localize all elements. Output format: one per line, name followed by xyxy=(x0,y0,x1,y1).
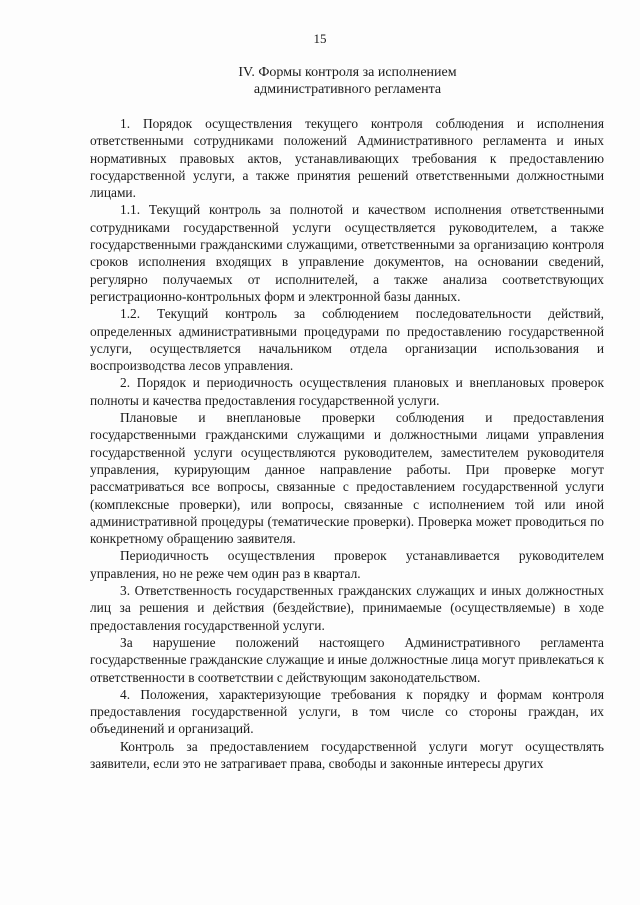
section-heading-line-2: административного регламента xyxy=(253,82,442,97)
page-number: 15 xyxy=(313,31,327,46)
paragraph: 3. Ответственность государственных гражданских служащих и иных должностных лиц за решения и действия (бездействие), принимаемые (осуществляемые) в ходе предоставления государственной услуги. xyxy=(90,583,604,633)
paragraph: 1. Порядок осуществления текущего контроля соблюдения и исполнения ответственными сотрудниками положений Административного регламента и иных нормативных правовых актов, устанавливающих требования к предоставлению государственной услуги, а также принятия решений ответственными должностными лицами. xyxy=(90,116,604,201)
paragraph: 1.2. Текущий контроль за соблюдением последовательности действий, определенных административными процедурами по предоставлению государственной услуги, осуществляется начальником отдела организации использования и воспроизводства лесов управления. xyxy=(90,306,604,374)
section-heading-line-1: IV. Формы контроля за исполнением xyxy=(238,65,457,80)
body-text xyxy=(90,115,604,772)
paragraph: Плановые и внеплановые проверки соблюдения и предоставления государственными гражданскими служащими и должностными лицами управления государственной услуги осуществляются руководителем, заместителем руководителя управления, курирующим данное направление работы. При проверке могут рассматриваться все вопросы, связанные с предоставлением государственной услуги (комплексные проверки), или вопросы, связанные с исполнением той или иной административной процедуры (тематические проверки). Проверка может проводиться по конкретному обращению заявителя. xyxy=(90,410,604,547)
paragraph: За нарушение положений настоящего Административного регламента государственные гражданские служащие и иные должностные лица могут привлекаться к ответственности в соответствии с действующим законодательством. xyxy=(90,634,604,685)
paragraph: Контроль за предоставлением государственной услуги могут осуществлять заявители, если это не затрагивает права, свободы и законные интересы других xyxy=(90,738,604,771)
paragraph: Периодичность осуществления проверок устанавливается руководителем управления, но не реже чем один раз в квартал. xyxy=(90,548,604,581)
paragraph: 2. Порядок и периодичность осуществления плановых и внеплановых проверок полноты и качества предоставления государственной услуги. xyxy=(90,375,604,408)
paragraph: 4. Положения, характеризующие требования к порядку и формам контроля предоставления государственной услуги, в том числе со стороны граждан, их объединений и организаций. xyxy=(90,686,604,737)
section-heading xyxy=(90,64,605,98)
paragraph: 1.1. Текущий контроль за полнотой и качеством исполнения ответственными сотрудниками государственной услуги осуществляется руководителем, а также государственными гражданскими служащими, ответственными за организацию контроля сроков исполнения входящих в управление документов, на основании сведений, регулярно получаемых от исполнителей, а также анализа соответствующих регистрационно-контрольных форм и электронной базы данных. xyxy=(90,202,604,304)
